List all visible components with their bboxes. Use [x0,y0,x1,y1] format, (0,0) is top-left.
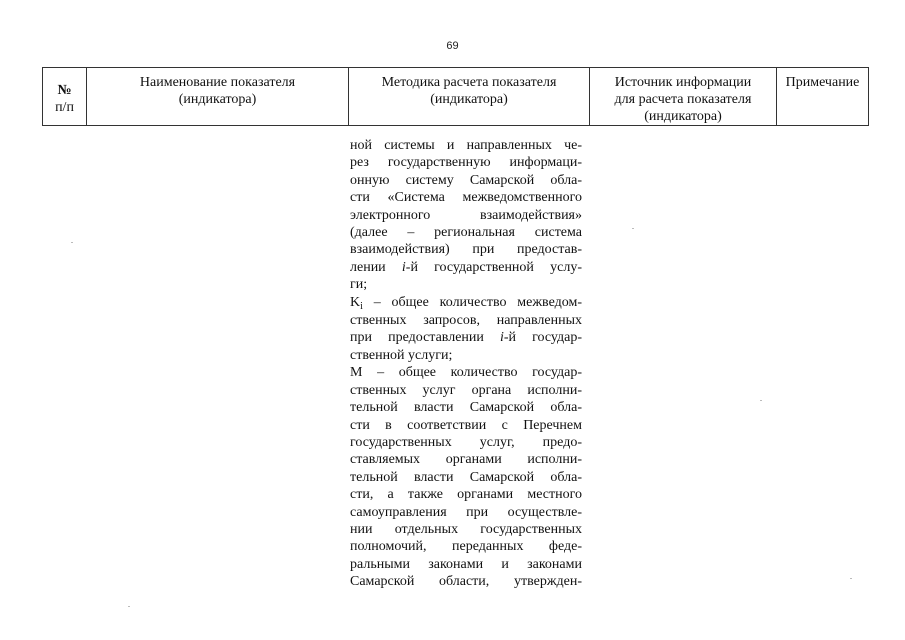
header-cell-number [43,68,87,126]
scan-speck [71,242,73,243]
method-line: Самарской области, утвержден- [350,574,582,590]
header-number-label: п/п [55,99,74,115]
method-line: нии отдельных государственных [350,521,582,537]
method-line: сти, а также органами местного [350,487,582,503]
method-text-column [350,137,582,591]
header-cell-source [590,68,777,126]
method-line-part: -й государ- [503,330,583,346]
scan-speck [760,400,762,401]
method-line: ственной услуги; [350,347,453,363]
symbol-k-subscript: i [360,300,363,312]
symbol-k: K [350,294,361,310]
scan-speck [632,228,634,229]
method-line: рез государственную информаци- [350,155,582,171]
method-line: ной системы и направленных че- [350,138,582,153]
scan-speck [850,578,852,579]
method-line-part: лении [350,259,402,275]
header-number-symbol: № [57,82,72,98]
method-line: тельной власти Самарской обла- [350,400,582,416]
method-line: ги; [350,277,368,293]
italic-index-i: i [499,330,504,346]
method-line: онную систему Самарской обла- [350,172,582,188]
method-line: M – общее количество государ- [350,365,582,381]
header-cell-name [87,68,349,126]
method-line: ственных запросов, направленных [350,313,582,329]
table-header-row [43,68,869,126]
method-line: взаимодействия) при предостав- [350,242,582,258]
method-line: ставляемых органами исполни- [350,452,582,468]
header-method-line1: Методика расчета показателя [381,75,557,90]
header-note-line1: Примечание [785,75,860,90]
header-cell-note [777,68,869,126]
method-line-part: – общее количество межведом- [362,294,582,310]
method-line-with-italic [350,259,582,276]
method-line: самоуправления при осуществле- [350,504,582,520]
header-cell-method [349,68,590,126]
method-line: полномочий, переданных феде- [350,539,582,555]
method-line-with-italic [350,329,582,346]
method-line-part: при предоставлении [350,330,500,346]
method-line-k-definition [350,294,582,312]
method-line: сти в соответствии с Перечнем [350,417,582,433]
header-method-line2: (индикатора) [430,92,508,107]
method-line: ральными законами и законами [350,556,582,572]
header-source-line2: для расчета показателя [614,92,752,107]
header-name-line1: Наименование показателя [139,75,296,90]
header-source-line1: Источник информации [614,75,752,90]
method-line: (далее – региональная система [350,225,582,241]
italic-index-i: i [401,259,406,275]
scan-speck [128,606,130,607]
table-header [42,67,869,126]
method-line: сти «Система межведомственного [350,190,582,206]
header-name-line2: (индикатора) [178,92,257,107]
page-number: 69 [446,40,459,52]
method-line: ственных услуг органа исполни- [350,382,582,398]
method-line: тельной власти Самарской обла- [350,469,582,485]
method-line-part: -й государственной услу- [405,259,582,275]
header-source-line3: (индикатора) [644,109,722,124]
method-line: электронного взаимодействия» [350,207,582,223]
method-line: государственных услуг, предо- [350,434,582,450]
